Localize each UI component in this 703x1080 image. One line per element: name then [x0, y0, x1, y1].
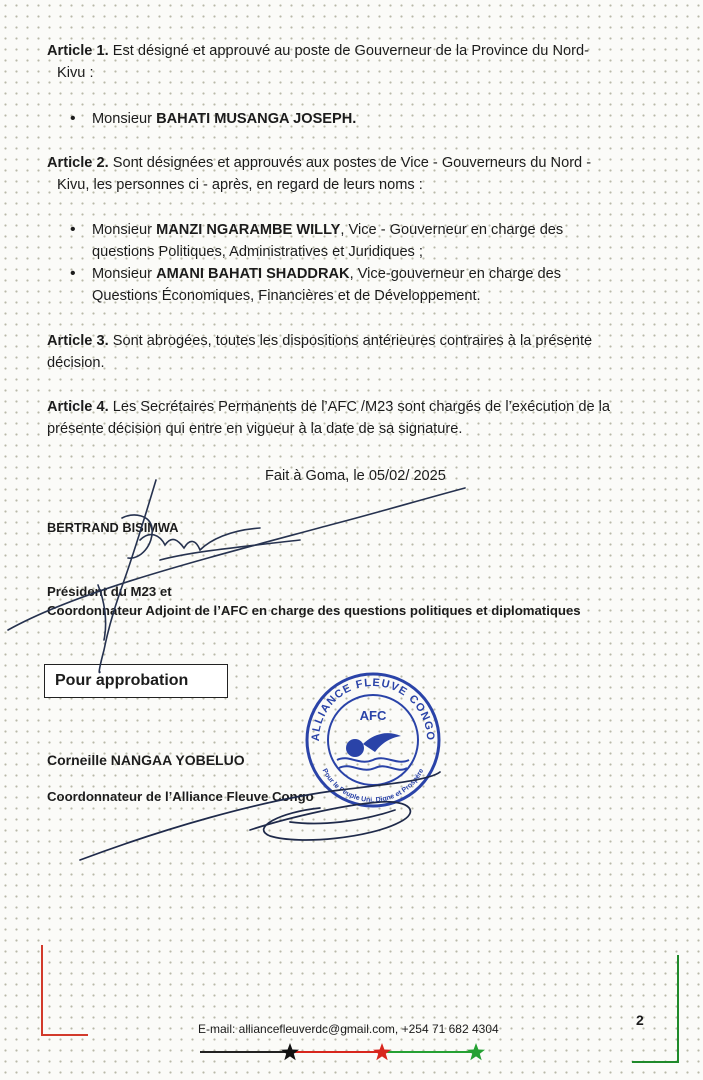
signatory-2-name: Corneille NANGAA YOBELUO — [47, 752, 245, 768]
footer-contact: E-mail: alliancefleuverdc@gmail.com, +254 71 682 4304 — [198, 1022, 499, 1036]
article-4-cont: présente décision qui entre en vigueur à la date de sa signature. — [47, 421, 463, 437]
approval-label: Pour approbation — [55, 672, 189, 689]
page-number: 2 — [636, 1012, 644, 1028]
article-2-label: Article 2. — [47, 155, 109, 171]
article-3-label: Article 3. — [47, 333, 109, 349]
vice-governor-name: AMANI BAHATI SHADDRAK — [156, 266, 350, 282]
signature-1 — [8, 480, 465, 673]
vice-governor-name: MANZI NGARAMBE WILLY — [156, 222, 341, 238]
article-4-label: Article 4. — [47, 399, 109, 415]
place-date: Fait à Goma, le 05/02/ 2025 — [265, 468, 446, 484]
star-icon — [373, 1043, 391, 1060]
seal-center-text: AFC — [359, 708, 387, 723]
article-1-cont: Kivu : — [57, 65, 94, 81]
article-3-text: Sont abrogées, toutes les dispositions antérieures contraires à la présente — [112, 333, 593, 349]
article-3-cont: décision. — [47, 355, 105, 371]
corner-decoration — [42, 945, 678, 1062]
list-item: • Monsieur AMANI BAHATI SHADDRAK, Vice-gouverneur en charge des Questions Économiques, Financières et de Développement. — [70, 263, 630, 307]
signatory-1-name: BERTRAND BISIMWA — [47, 520, 179, 535]
list-item: • Monsieur MANZI NGARAMBE WILLY, Vice - Gouverneur en charge des questions Politiques, Administratives et Juridiques ; — [70, 219, 630, 263]
article-2-cont: Kivu, les personnes ci - après, en regard de leurs noms : — [57, 177, 423, 193]
signatory-1-role-2: Coordonnateur Adjoint de l’AFC en charge des questions politiques et diplomatiques — [47, 603, 581, 618]
seal-bottom-text: Pour le Peuple Uni, Digne et Prospère — [320, 767, 426, 805]
article-4-text: Les Secrétaires Permanents de l’AFC /M23 sont chargés de l’exécution de la — [112, 399, 610, 415]
star-icon — [467, 1043, 485, 1060]
eagle-icon — [363, 733, 401, 752]
signature-2 — [80, 772, 440, 860]
seal-top-text: ALLIANCE FLEUVE CONGO — [309, 676, 437, 742]
signatory-1-role-1: Président du M23 et — [47, 584, 172, 599]
article-1-text: Est désigné et approuvé au poste de Gouverneur de la Province du Nord- — [112, 43, 589, 59]
list-item: • Monsieur BAHATI MUSANGA JOSEPH. — [70, 108, 630, 130]
signatory-2-role: Coordonnateur de l’Alliance Fleuve Congo — [47, 789, 314, 804]
article-2-text: Sont désignées et approuvés aux postes de Vice - Gouverneurs du Nord - — [112, 155, 592, 171]
article-1-label: Article 1. — [47, 43, 109, 59]
footer-stars — [200, 1043, 485, 1060]
star-icon — [281, 1043, 299, 1060]
governor-name: BAHATI MUSANGA JOSEPH. — [156, 111, 357, 127]
